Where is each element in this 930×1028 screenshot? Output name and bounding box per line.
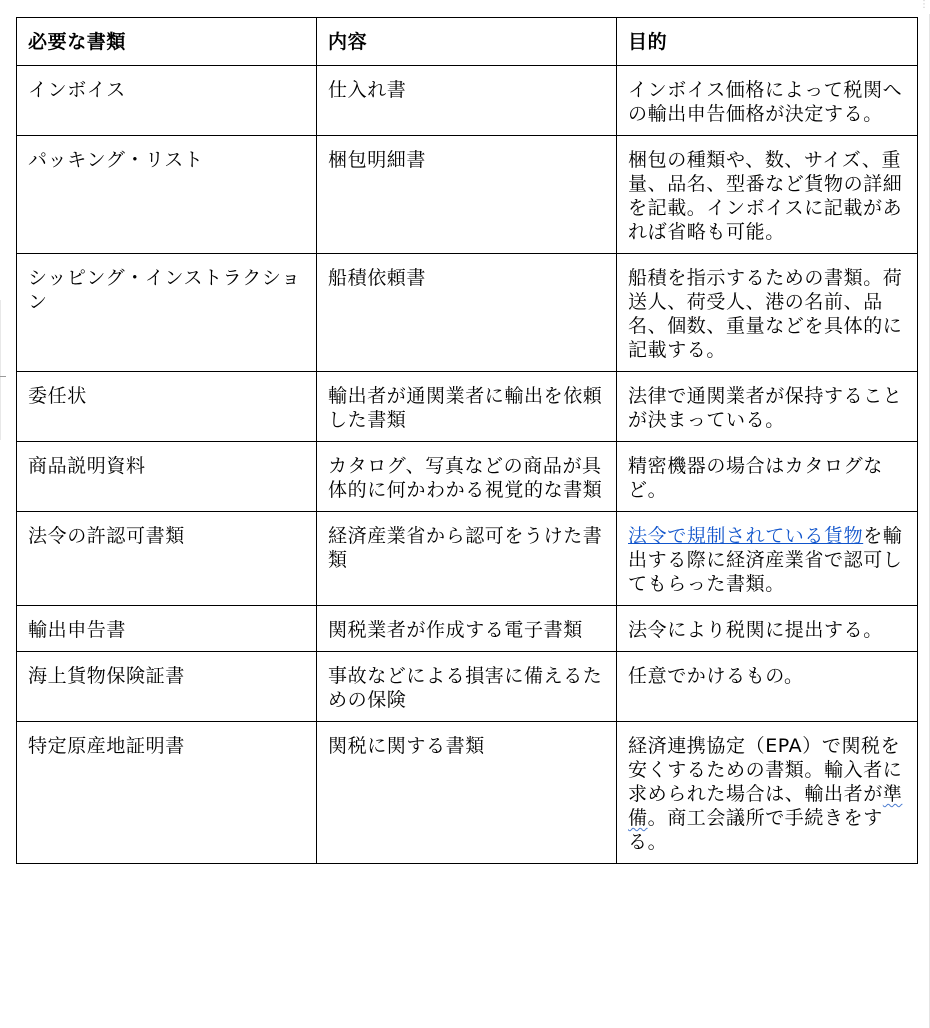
- cell-content: 関税に関する書類: [317, 722, 617, 864]
- cell-document: 商品説明資料: [17, 442, 317, 512]
- table-row: [17, 136, 918, 254]
- cell-purpose-text: 経済連携協定（EPA）で関税を安くするための書類。輸入者に求められた場合は、輸出者が: [628, 735, 903, 805]
- regulated-goods-link[interactable]: 法令で規制されている貨物: [628, 525, 864, 547]
- cell-purpose: インボイス価格によって税関への輸出申告価格が決定する。: [617, 66, 918, 136]
- cell-content: カタログ、写真などの商品が具体的に何かわかる視覚的な書類: [317, 442, 617, 512]
- cell-content: 関税業者が作成する電子書類: [317, 606, 617, 652]
- cell-content: 船積依頼書: [317, 254, 617, 372]
- cell-purpose: [617, 722, 918, 864]
- table-row: [17, 512, 918, 606]
- table-row: [17, 652, 918, 722]
- cell-content: 経済産業省から認可をうけた書類: [317, 512, 617, 606]
- cell-content: 梱包明細書: [317, 136, 617, 254]
- table-row: [17, 66, 918, 136]
- cell-purpose: 精密機器の場合はカタログなど。: [617, 442, 918, 512]
- spellcheck-flagged-word[interactable]: 準備: [628, 783, 903, 829]
- table-header-row: [17, 18, 918, 66]
- cell-purpose: 法令により税関に提出する。: [617, 606, 918, 652]
- cell-document: パッキング・リスト: [17, 136, 317, 254]
- cell-document: 海上貨物保険証書: [17, 652, 317, 722]
- margin-marker: [0, 376, 6, 377]
- cell-content: 輸出者が通関業者に輸出を依頼した書類: [317, 372, 617, 442]
- export-documents-table: [16, 17, 918, 864]
- cell-purpose: [617, 512, 918, 606]
- cell-document: インボイス: [17, 66, 317, 136]
- cell-purpose-text: 。商工会議所で手続きをする。: [628, 807, 883, 853]
- header-purpose: 目的: [617, 18, 918, 66]
- header-required-documents: 必要な書類: [17, 18, 317, 66]
- header-content: 内容: [317, 18, 617, 66]
- cell-purpose: 法律で通関業者が保持することが決まっている。: [617, 372, 918, 442]
- cell-purpose: 梱包の種類や、数、サイズ、重量、品名、型番など貨物の詳細を記載。インボイスに記載があれば省略も可能。: [617, 136, 918, 254]
- cell-content: 仕入れ書: [317, 66, 617, 136]
- cell-document: 特定原産地証明書: [17, 722, 317, 864]
- table-row: [17, 442, 918, 512]
- table-row: [17, 372, 918, 442]
- cell-purpose: 船積を指示するための書類。荷送人、荷受人、港の名前、品名、個数、重量などを具体的に記載する。: [617, 254, 918, 372]
- cell-content: 事故などによる損害に備えるための保険: [317, 652, 617, 722]
- page-edge-divider: [0, 300, 1, 440]
- table-row: [17, 722, 918, 864]
- cell-purpose-text: を輸出する際に経済産業省で認可してもらった書類。: [628, 525, 903, 595]
- cell-document: 輸出申告書: [17, 606, 317, 652]
- cell-document: 委任状: [17, 372, 317, 442]
- more-options-icon[interactable]: ⋮: [919, 0, 929, 10]
- cell-document: 法令の許認可書類: [17, 512, 317, 606]
- cell-document: シッピング・インストラクション: [17, 254, 317, 372]
- cell-purpose: 任意でかけるもの。: [617, 652, 918, 722]
- table-row: [17, 254, 918, 372]
- table-row: [17, 606, 918, 652]
